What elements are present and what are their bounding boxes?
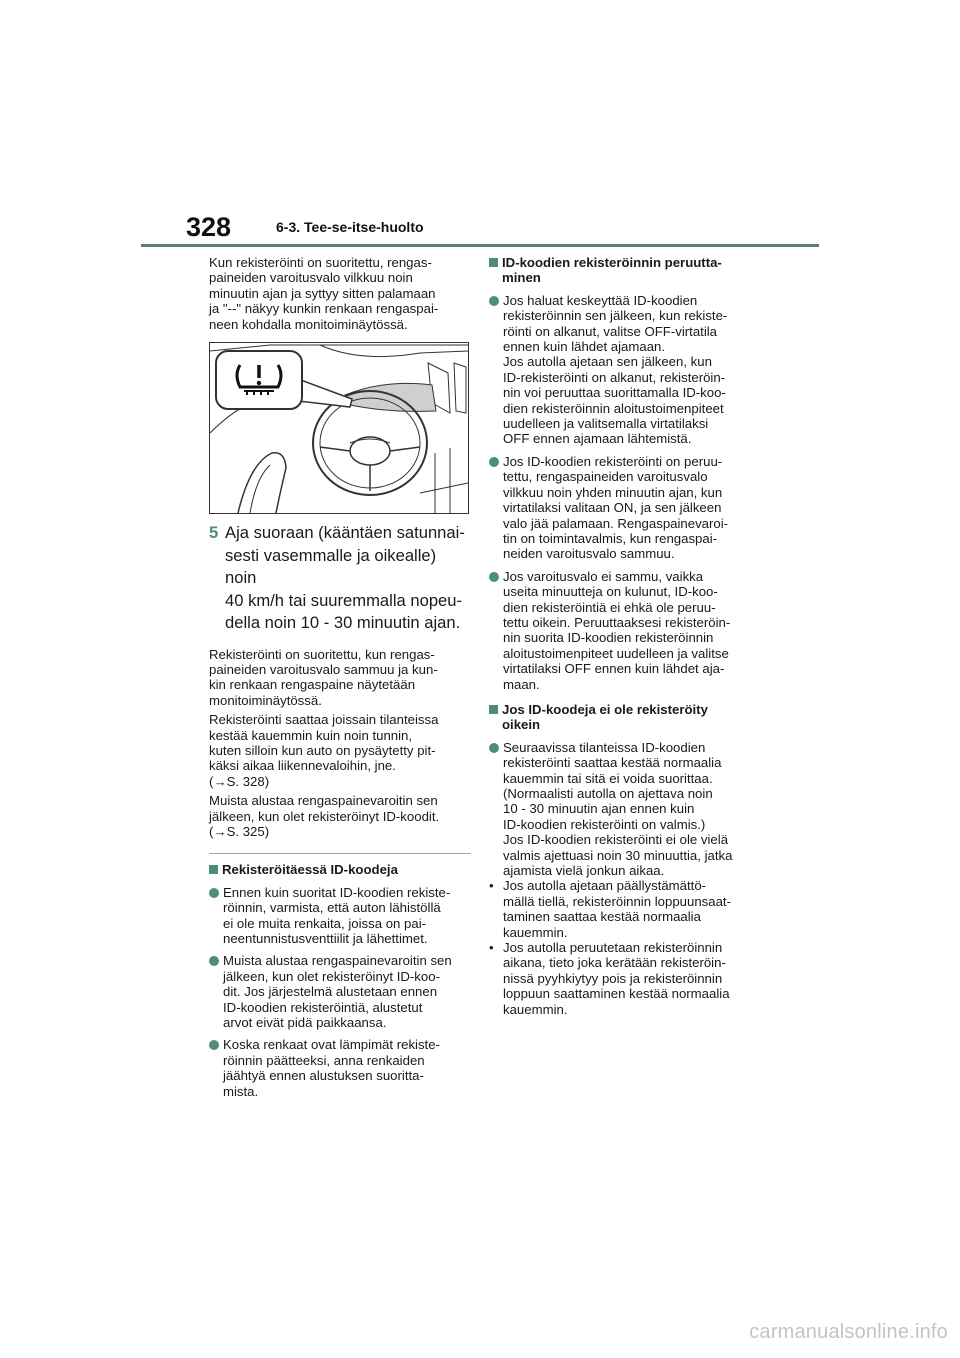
- heading-square-icon: [489, 705, 498, 714]
- heading-not-registered: [489, 702, 761, 733]
- sub-list-item: [489, 878, 761, 940]
- page-number: 328: [186, 212, 232, 242]
- bullet-dot-icon: [209, 956, 219, 966]
- left-column: [209, 255, 471, 1106]
- section-title: 6-3. Tee-se-itse-huolto: [276, 219, 424, 235]
- bullet-item: [489, 454, 761, 562]
- bullet-text: Seuraavissa tilanteissa ID-koodien rekisteröinti saattaa kestää normaalia kauemmin tai sitä ei voida suorittaa. (Normaalisti autolla on ajettava noin 10 - 30 minuutin ajan ennen kuin ID-koodien rekisteröinti on valmis.) Jos ID-koodien rekisteröinti ei ole vielä valmis ajettuasi noin 30 minuuttia, jatka ajamista vielä jonkun aikaa.: [503, 739, 733, 879]
- bullet-item: [489, 569, 761, 692]
- bullet-dot-icon: [489, 743, 499, 753]
- bullet-dot-icon: [489, 296, 499, 306]
- bullet-item: [489, 740, 761, 879]
- dashboard-illustration: [209, 342, 469, 514]
- watermark: carmanualsonline.info: [749, 1321, 948, 1343]
- bullet-dot-icon: [209, 1040, 219, 1050]
- sub-bullet-mark: •: [489, 878, 494, 894]
- bullet-text: Jos haluat keskeyttää ID-koodien rekisteröinnin sen jälkeen, kun rekiste- röinti on alkanut, valitse OFF-virtatila ennen kuin lähdet ajamaan. Jos autolla ajetaan sen jälkeen, kun ID-rekisteröinti on alkanut, rekisteröin- nin voi peruuttaa suorittamalla ID-koo- dien rekisteröinnin aloitustoimenpiteet uudelleen ja valitsemalla virtatilaksi OFF ennen ajamaan lähtemistä.: [503, 292, 728, 447]
- paragraph-3: Muista alustaa rengaspainevaroitin sen jälkeen, kun olet rekisteröinyt ID-koodit. (→S. 325): [209, 793, 440, 839]
- heading-text: Rekisteröitäessä ID-koodeja: [222, 862, 398, 878]
- step-5: [209, 522, 471, 635]
- step-number: 5: [209, 523, 219, 543]
- section-divider: [209, 853, 471, 854]
- heading-cancel-registration: [489, 255, 761, 286]
- sub-bullet-mark: •: [489, 940, 494, 956]
- sub-item-text: Jos autolla peruutetaan rekisteröinnin aikana, tieto joka kerätään rekisteröin- nissä pyyhkiytyy pois ja rekisteröinnin loppuun saattaminen kestää normaalia kauemmin.: [503, 940, 730, 1017]
- step-text: Aja suoraan (kääntäen satunnai- sesti vasemmalle ja oikealle) noin 40 km/h tai suuremmalla nopeu- della noin 10 - 30 minuutin ajan.: [225, 523, 465, 633]
- heading-square-icon: [209, 865, 218, 874]
- bullet-text: Ennen kuin suoritat ID-koodien rekiste- röinnin, varmista, että auton lähistöllä ei ole muita renkaita, joissa on pai- neentunnistusventtiilit ja lähettimet.: [223, 884, 451, 947]
- heading-registration: [209, 862, 471, 877]
- bullet-text: Koska renkaat ovat lämpimät rekiste- röinnin päätteeksi, anna renkaiden jäähtyä ennen alustuksen suoritta- mista.: [223, 1037, 440, 1099]
- bullet-dot-icon: [489, 457, 499, 467]
- bullet-item: [209, 953, 471, 1030]
- header-rule: [141, 244, 819, 247]
- bullet-dot-icon: [209, 888, 219, 898]
- bullet-text: Jos varoitusvalo ei sammu, vaikka useita minuutteja on kulunut, ID-koo- dien rekisteröintiä ei ehkä ole peruu- tettu oikein. Peruuttaaksesi rekisteröin- nin suorita ID-koodien rekisteröinnin aloitustoimenpiteet uudelleen ja valitse virtatilaksi OFF ennen kuin lähdet aja- maan.: [503, 568, 731, 692]
- heading-square-icon: [489, 258, 498, 267]
- sub-list-item: [489, 940, 761, 1017]
- heading-text: Jos ID-koodeja ei ole rekisteröity oikein: [502, 701, 708, 733]
- sub-item-text: Jos autolla ajetaan päällystämättö- mällä tiellä, rekisteröinnin loppuunsaat- taminen saattaa kestää normaalia kauemmin.: [503, 878, 731, 940]
- heading-text: ID-koodien rekisteröinnin peruutta- minen: [502, 255, 722, 286]
- bullet-item: [489, 293, 761, 447]
- bullet-item: [209, 885, 471, 947]
- bullet-item: [209, 1037, 471, 1099]
- paragraph-2: Rekisteröinti saattaa joissain tilanteissa kestää kauemmin kuin noin tunnin, kuten silloin kun auto on pysäytetty pit- käksi aikaa liikennevaloihin, jne. (→S. 328): [209, 712, 439, 789]
- bullet-text: Muista alustaa rengaspainevaroitin sen jälkeen, kun olet rekisteröinyt ID-koo- dit. Jos järjestelmä alustetaan ennen ID-koodien rekisteröintiä, alustetut arvot eivät pidä paikkaansa.: [223, 953, 452, 1031]
- intro-paragraph: Kun rekisteröinti on suoritettu, rengas- paineiden varoitusvalo vilkkuu noin minuutin ajan ja syttyy sitten palamaan ja "--" näkyy kunkin renkaan rengaspai- neen kohdalla monitoiminäytössä.: [209, 255, 439, 332]
- bullet-text: Jos ID-koodien rekisteröinti on peruu- tettu, rengaspaineiden varoitusvalo vilkkuu noin yhden minuutin ajan, kun virtatilaksi valitaan ON, ja sen jälkeen valo jää palamaan. Rengaspainevaroi- tin on toimintavalmis, kun rengaspai- neiden varoitusvalo sammuu.: [503, 453, 729, 562]
- dashboard-drawing: [210, 343, 468, 513]
- paragraph-1: Rekisteröinti on suoritettu, kun rengas- paineiden varoitusvalo sammuu ja kun- kin renkaan rengaspaine näytetään monitoiminäytössä.: [209, 646, 438, 708]
- bullet-dot-icon: [489, 572, 499, 582]
- right-column: [489, 255, 761, 1017]
